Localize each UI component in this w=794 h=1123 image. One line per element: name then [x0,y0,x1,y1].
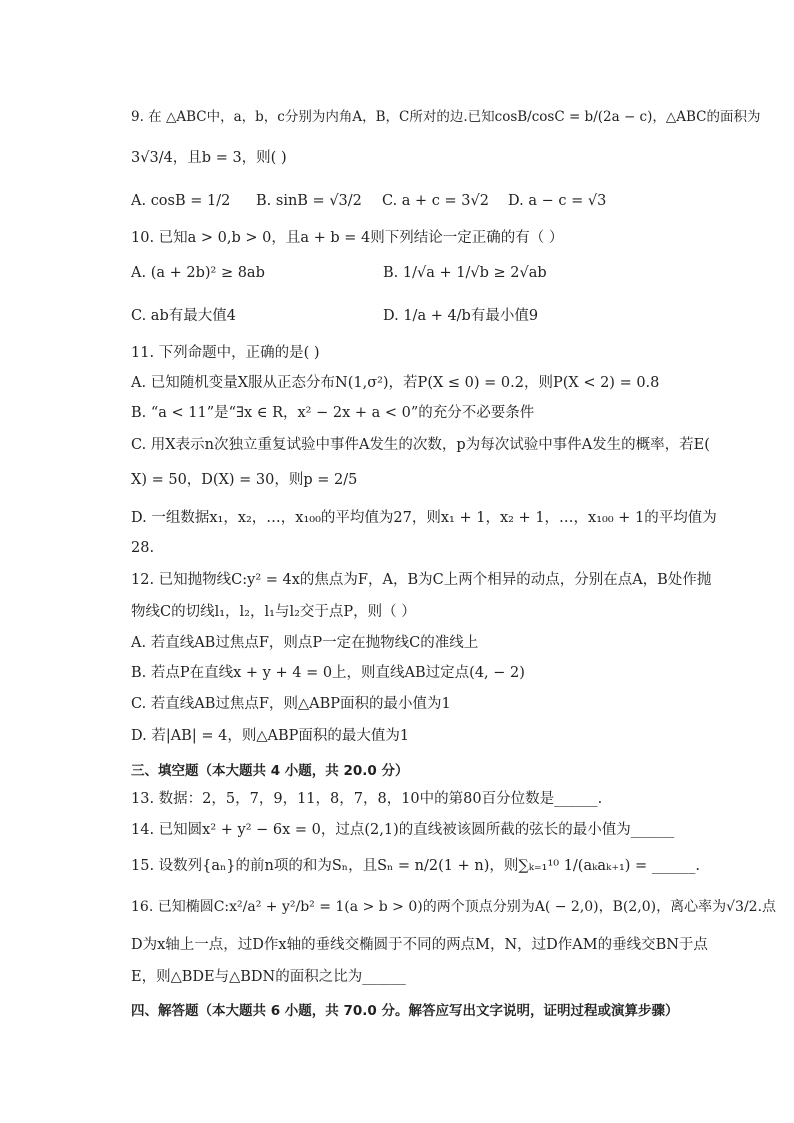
q9-option-b: B. sinB = √3/2 [256,193,362,209]
q12-option-a: A. 若直线AB过焦点F，则点P一定在抛物线C的准线上 [131,635,479,651]
q16-line2: D为x轴上一点，过D作x轴的垂线交椭圆于不同的两点M，N，过D作AM的垂线交BN于点 [131,937,708,953]
q11-option-d-line2: 28. [131,540,155,556]
q16-line3: E，则△BDE与△BDN的面积之比为______ [131,969,406,985]
q11-option-c-line1: C. 用X表示n次独立重复试验中事件A发生的次数，p为每次试验中事件A发生的概率，若E( [131,437,710,453]
section-3-heading: 三、填空题（本大题共 4 小题，共 20.0 分） [131,763,409,779]
q9-option-a: A. cosB = 1/2 [131,193,231,209]
q13-line: 13. 数据：2，5，7，9，11，8，7，8，10中的第80百分位数是______. [131,791,603,807]
q11-option-b: B. “a < 11”是“∃x ∈ R，x² − 2x + a < 0”的充分不必要条件 [131,405,535,421]
q12-line2: 物线C的切线l₁，l₂，l₁与l₂交于点P，则（ ） [131,604,416,620]
q16-line1: 16. 已知椭圆C:x²/a² + y²/b² = 1(a > b > 0)的两个顶点分别为A( − 2,0)，B(2,0)，离心率为√3/2.点 [131,899,777,915]
q12-option-b: B. 若点P在直线x + y + 4 = 0上，则直线AB过定点(4, − 2) [131,665,525,681]
q11-option-d-line1: D. 一组数据x₁，x₂，…，x₁₀₀的平均值为27，则x₁ + 1，x₂ + 1，…，x₁₀₀ + 1的平均值为 [131,510,717,526]
q11-option-c-line2: X) = 50，D(X) = 30，则p = 2/5 [131,472,358,488]
q12-option-c: C. 若直线AB过焦点F，则△ABP面积的最小值为1 [131,696,451,712]
section-4-heading: 四、解答题（本大题共 6 小题，共 70.0 分。解答应写出文字说明，证明过程或演算步骤） [131,1003,679,1019]
q9-option-d: D. a − c = √3 [508,193,607,209]
q11-option-a: A. 已知随机变量X服从正态分布N(1,σ²)，若P(X ≤ 0) = 0.2，则P(X < 2) = 0.8 [131,375,660,391]
q9-line1: 9. 在 △ABC中，a，b，c分别为内角A，B，C所对的边.已知cosB/cosC = b/(2a − c)，△ABC的面积为 [131,109,761,125]
q9-line2: 3√3/4，且b = 3，则( ) [131,150,287,166]
q15-line: 15. 设数列{aₙ}的前n项的和为Sₙ，且Sₙ = n/2(1 + n)，则∑ₖ₌₁¹⁰ 1/(aₖaₖ₊₁) = ______. [131,858,700,874]
q9-option-c: C. a + c = 3√2 [382,193,489,209]
q10-option-c: C. ab有最大值4 [131,308,236,324]
q12-line1: 12. 已知抛物线C:y² = 4x的焦点为F，A，B为C上两个相异的动点，分别在点A，B处作抛 [131,572,712,588]
q12-option-d: D. 若|AB| = 4，则△ABP面积的最大值为1 [131,728,410,744]
q14-line: 14. 已知圆x² + y² − 6x = 0，过点(2,1)的直线被该圆所截的弦长的最小值为______ [131,822,675,838]
q10-line1: 10. 已知a > 0,b > 0，且a + b = 4则下列结论一定正确的有（ ） [131,230,564,246]
q11-line1: 11. 下列命题中，正确的是( ) [131,345,320,361]
q10-option-b: B. 1/√a + 1/√b ≥ 2√ab [383,265,547,281]
q10-option-d: D. 1/a + 4/b有最小值9 [383,308,539,324]
q10-option-a: A. (a + 2b)² ≥ 8ab [131,265,265,281]
